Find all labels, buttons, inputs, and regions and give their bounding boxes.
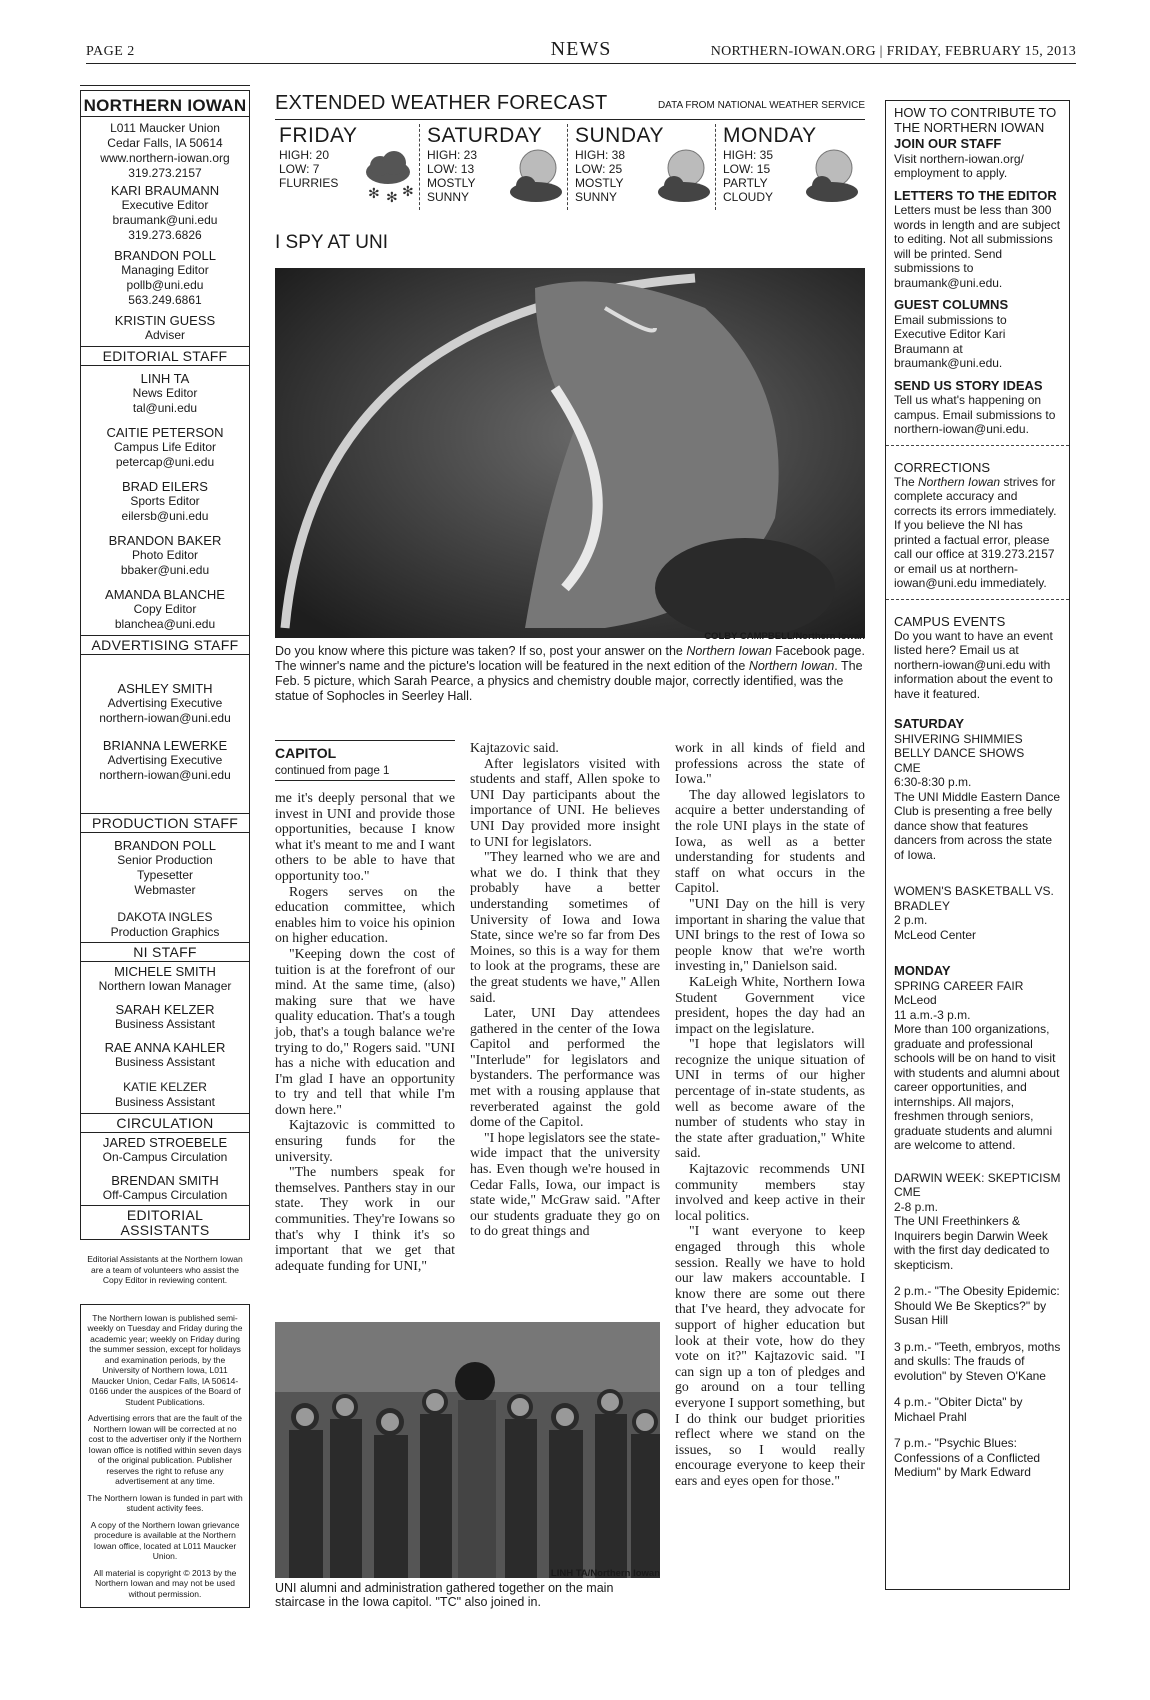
staff-name: RAE ANNA KAHLER [104,1040,226,1055]
campus-events-heading: CAMPUS EVENTS [894,613,1006,629]
saturday-heading: SATURDAY [894,716,965,731]
staff-role: Webmaster [134,883,196,897]
sun-cloud-icon [654,146,714,206]
staff-role: Executive Editor [121,198,209,212]
fine-print-paragraph: Advertising errors that are the fault of the Northern Iowan will be corrected at no cost to the advertiser only if the Northern Iowan office is notified within seven days of the original publication. Publisher reserves the right to refuse any advertisement at any time. [87,1413,243,1486]
story-paragraph: After legislators visited with students and staff, Allen spoke to UNI Day participants about the importance of UNI. He believes UNI Day provided more insight to UNI for legislators. [470,755,660,849]
group-photo-caption: UNI alumni and administration gathered together on the main staircase in the Iowa capitol. "TC" also joined in. [275,1581,614,1609]
staff-email[interactable]: northern-iowan@uni.edu [99,711,231,725]
staff-name: SARAH KELZER [115,1002,215,1017]
talk-item: 4 p.m.- "Obiter Dicta" by Michael Prahl [894,1395,1023,1424]
fine-print-paragraph: All material is copyright © 2013 by the Northern Iowan and may not be used without permission. [93,1567,237,1599]
day-low: LOW: 13 [427,162,475,176]
ispy-photo-credit: COLBY CAMPBELL/Northern Iowan [704,631,865,642]
day-low: LOW: 25 [575,162,623,176]
fine-print-paragraph: The Northern Iowan is published semi-weekly on Tuesday and Friday during the academic year; weekly on Friday during the summer session, except for holidays and examination periods, by the University of Northern Iowa, L011 Maucker Union, Cedar Falls, IA 50614-0166 under the auspices of the Board of Student Publications. [87,1312,243,1407]
masthead [80,85,250,1599]
staff-name: KATIE KELZER [123,1080,207,1094]
page-number: PAGE 2 [86,44,135,59]
staff-email[interactable]: pollb@uni.edu [126,278,204,292]
staff-name: LINH TA [140,371,190,386]
forecast-saturday [427,124,572,212]
staff-phone: 319.273.6826 [128,228,202,242]
day-condition: MOSTLY [575,176,624,190]
campus-events-text: Do you want to have an event listed here? Email us at northern-iowan@uni.edu with information about the event to have it featured. [894,628,1053,701]
paper-name: NORTHERN IOWAN [80,90,250,117]
caption-paper-name: Northern Iowan [686,644,772,658]
staff-name: ASHLEY SMITH [117,681,213,696]
day-name: SATURDAY [427,124,543,147]
staff-email[interactable]: eilersb@uni.edu [121,509,209,523]
day-high: HIGH: 38 [575,148,626,162]
staff-role: Sports Editor [130,494,200,508]
caption-text: . The Feb. 5 picture, which Sarah Pearce, a physics and chemistry double major, correctly identified, was the statue of Sophocles in Seerley Hall. [275,659,863,703]
story-kicker: CAPITOL [275,745,337,761]
staff-role: Business Assistant [114,1095,216,1109]
staff-role: Typesetter [136,868,194,882]
staff-role: Production Graphics [110,925,220,939]
join-heading: JOIN OUR STAFF [894,136,1002,151]
staff-role: Photo Editor [131,548,199,562]
staff-name: AMANDA BLANCHE [105,587,225,602]
story-column-3 [675,740,865,1489]
staff-entry [81,964,249,994]
event-time: 2 p.m. [894,913,928,927]
svg-text:✻: ✻ [368,185,380,201]
staff-entry [81,313,249,346]
story-ideas-heading: SEND US STORY IDEAS [894,377,1043,393]
event-place: CME [894,760,921,775]
event-title: SHIVERING SHIMMIES BELLY DANCE SHOWS [894,731,1025,760]
staff-entry [81,681,249,726]
staff-entry [81,1135,249,1165]
staff-role: Adviser [144,328,185,342]
staff-email[interactable]: tal@uni.edu [132,401,198,415]
story-paragraph: me it's deeply personal that we invest in UNI and provide those opportunities, because I know what it's meant to me and I want others to be able to have that opportunity too." [275,790,455,883]
story-column-2 [470,740,660,1239]
staff-entry [81,1080,249,1113]
event-item [894,732,1061,863]
event-place: McLeod [894,993,937,1007]
section-name: NEWS [550,38,612,60]
day-name: FRIDAY [279,124,358,147]
corrections-text [894,475,1061,591]
guest-columns-text: Email submissions to Executive Editor Kari Braumann at braumank@uni.edu. [894,312,1007,370]
corrections-heading: CORRECTIONS [894,459,991,475]
story-paragraph: "Keeping down the cost of tuition is at the forefront of our mind. At the same time, (also) making sure that we have quality education. That's a tough job, that's a tough balance we're trying to do," Rogers said. "UNI has a niche with education and I'm glad I have an opportunity to try and tell that while I'm down here." [275,945,455,1117]
staff-name: BRANDON POLL [114,838,216,853]
event-time: 11 a.m.-3 p.m. [894,1007,971,1022]
corrections-paper-name: Northern Iowan [918,474,1001,489]
day-low: LOW: 7 [279,162,320,176]
ispy-caption [275,644,865,704]
guest-columns-heading: GUEST COLUMNS [894,297,1009,312]
staff-role: Business Assistant [114,1055,216,1069]
story-paragraph: Rogers serves on the education committee, which enables him to voice his opinion on higher education. [275,883,455,946]
contribute-heading: HOW TO CONTRIBUTE TO THE NORTHERN IOWAN [894,105,1057,135]
staff-entry [81,425,249,470]
story-paragraph: Kajtazovic is committed to ensuring funds for the university. [275,1117,455,1164]
event-title: DARWIN WEEK: SKEPTICISM [894,1170,1061,1185]
forecast-monday [723,124,868,212]
story-paragraph: Kajtazovic recommends UNI community members stay involved and keep active in their local politics. [675,1161,865,1223]
address-line: Cedar Falls, IA 50614 [107,136,223,150]
story-column-1 [275,790,455,1273]
sun-cloud-icon [506,146,566,206]
staff-entry [81,533,249,578]
letters-text: Letters must be less than 300 words in length and are subject to editing. Not all submissions will be printed. Send submissions to braumank@uni.edu. [894,203,1061,290]
event-time: 2-8 p.m. [894,1199,939,1214]
staff-name: CAITIE PETERSON [106,425,224,440]
editorial-staff-heading: EDITORIAL STAFF [81,346,249,366]
letters-heading: LETTERS TO THE EDITOR [894,187,1057,203]
day-condition: FLURRIES [279,176,339,190]
snow-cloud-icon [358,146,418,206]
talk-item: 2 p.m.- "The Obesity Epidemic: Should We Be Skeptics?" by Susan Hill [894,1284,1060,1327]
staff-entry [81,738,249,813]
fine-print-paragraph: The Northern Iowan is funded in part with student activity fees. [87,1492,243,1513]
corrections-part: strives for complete accuracy and corrects its errors immediately. If you believe the NI has printed a factual error, please call our office at 319.273.2157 or email us at northern-iowan@uni.edu immediately. [894,474,1057,590]
event-description: The UNI Middle Eastern Dance Club is presenting a free belly dance show that features dancers from across the state of Iowa. [894,789,1061,862]
group-photo [275,1322,660,1578]
event-title: SPRING CAREER FAIR [894,978,1024,993]
staff-role: News Editor [132,386,198,400]
event-description: McLeod Center [894,927,977,942]
caption-text: Do you know where this picture was taken? If so, post your answer on the [275,644,687,658]
staff-role: Advertising Executive [107,753,223,767]
caption-text: Facebook page. The winner's name and the picture's location will be featured in the next edition of the [275,644,865,673]
story-paragraph: "UNI Day on the hill is very important in sharing the value that UNI brings to the rest of Iowa so people know that we're worth investing in," Danielson said. [675,895,865,974]
staff-entry [81,1173,249,1205]
event-item [894,1171,1061,1273]
ni-staff-heading: NI STAFF [81,942,249,962]
staff-email[interactable]: braumank@uni.edu [112,213,218,227]
event-description: The UNI Freethinkers & Inquirers begin Darwin Week with the first day dedicated to skepticism. [894,1214,1050,1272]
staff-email[interactable]: bbaker@uni.edu [120,563,210,577]
event-title: WOMEN'S BASKETBALL VS. BRADLEY [894,884,1054,913]
staff-role: Advertising Executive [107,696,223,710]
day-condition: MOSTLY [427,176,476,190]
story-ideas-text: Tell us what's happening on campus. Email submissions to northern-iowan@uni.edu. [894,393,1056,436]
story-paragraph: "They learned who we are and what we do. I think that they probably have a better understanding sometimes of University of Iowa and Iowa State, since we're so far from Des Moines, so this is a way for them to look at the programs, these are the great students we have," Allen said. [470,849,660,1005]
story-paragraph: Later, UNI Day attendees gathered in the center of the Iowa Capitol and performed the "Interlude" for legislators and bystanders. The performance was met with a rousing applause that reverberated against the gold dome of the Capitol. [470,1005,660,1130]
monday-heading: MONDAY [894,963,951,978]
right-rail [885,100,1070,1590]
staff-role: On-Campus Circulation [102,1150,228,1164]
story-header [275,740,455,781]
staff-name: BRENDAN SMITH [111,1173,219,1188]
staff-role: Senior Production [117,853,213,867]
day-high: HIGH: 20 [279,148,330,162]
event-place: CME [894,1185,921,1199]
website-link[interactable]: www.northern-iowan.org [100,151,230,165]
corrections-part: The [894,474,919,489]
svg-text:✻: ✻ [402,183,414,199]
staff-name: BRANDON POLL [114,248,216,263]
staff-name: BRANDON BAKER [108,533,222,548]
svg-text:✻: ✻ [386,189,398,205]
forecast-friday [279,124,424,212]
story-paragraph: The day allowed legislators to acquire a better understanding of the role UNI plays in the state of Iowa, as well as a better understanding for students and staff on what occurs in the Capitol. [675,786,865,896]
address-block [81,117,249,181]
day-condition: SUNNY [575,190,618,204]
day-name: SUNDAY [575,124,664,147]
story-paragraph: "The numbers speak for themselves. Panthers stay in our state. They work in our communities. They're Iowans so that's why I think it's so important that we get that adequate funding for UNI," [275,1164,455,1273]
assistants-note: Editorial Assistants at the Northern Iowan are a team of volunteers who assist the Copy Editor in reviewing content. [87,1254,243,1285]
staff-entry [81,371,249,416]
caption-paper-name: Northern Iowan [748,659,835,673]
staff-name: KRISTIN GUESS [114,313,216,328]
fine-print-paragraph: A copy of the Northern Iowan grievance procedure is available at the Northern Iowan office, located at L011 Maucker Union. [90,1519,240,1561]
story-paragraph: "I hope that legislators will recognize the unique situation of UNI in terms of our higher percentage of in-state students, as well as become aware of the number of students who stay in the state after graduation," White said. [675,1036,865,1161]
story-paragraph: KaLeigh White, Northern Iowa Student Government vice president, hopes the day had an impact on the legislature. [675,973,865,1036]
phone-number: 319.273.2157 [128,166,202,180]
talk-item: 3 p.m.- "Teeth, embryos, moths and skulls: The frauds of evolution" by Steven O'Kane [894,1339,1061,1383]
weather-forecast [275,92,865,217]
join-text: Visit northern-iowan.org/ employment to apply. [894,151,1024,180]
publication-fine-print [80,1304,250,1609]
event-item [894,884,1061,942]
continued-from-link[interactable]: continued from page 1 [275,761,455,781]
ispy-photo [275,268,865,638]
staff-entry [81,910,249,942]
staff-entry [81,248,249,308]
staff-entry [81,479,249,524]
day-low: LOW: 15 [723,162,771,176]
staff-name: BRIANNA LEWERKE [102,738,228,753]
sun-cloud-icon [802,146,862,206]
forecast-sunday [575,124,720,212]
staff-name: JARED STROEBELE [102,1135,228,1150]
staff-email[interactable]: northern-iowan@uni.edu [99,768,231,782]
site-and-date: NORTHERN-IOWAN.ORG | FRIDAY, FEBRUARY 15, 2013 [710,44,1076,59]
day-condition: SUNNY [427,190,470,204]
staff-entry [81,838,249,898]
advertising-staff-heading: ADVERTISING STAFF [81,635,249,655]
day-high: HIGH: 23 [427,148,478,162]
staff-phone: 563.249.6861 [128,293,202,307]
group-photo-credit: LINH TA/Northern Iowan [550,1568,660,1579]
staff-name: KARI BRAUMANN [110,183,220,198]
staff-name: MICHELE SMITH [114,964,216,979]
event-item [894,979,1061,1153]
day-condition: PARTLY [723,176,768,190]
address-line: L011 Maucker Union [110,121,220,135]
story-paragraph: work in all kinds of field and professions across the state of Iowa." [675,740,865,787]
editorial-assistants-heading: EDITORIAL ASSISTANTS [81,1205,249,1240]
story-paragraph: Kajtazovic said. [470,740,559,755]
staff-role: Managing Editor [121,263,209,277]
story-paragraph: "I want everyone to keep engaged through this whole session. Really we have to hold our law makers accountable. I know there are some out there that I've heard, they advocate for support of higher education but look at their vote, how do they vote on it?" Kajtazovic said. "I can sign up a ton of pledges and go around on a tour telling everyone I support something, but I do think our budget priorities reflect where we stand on the issues, so I would really encourage everyone to keep their ears and eyes open for those." [675,1223,865,1488]
staff-role: Campus Life Editor [113,440,217,454]
event-description: More than 100 organizations, graduate and professional schools will be on hand to visit with students and alumni about career opportunities, and internships. All majors, freshmen through seniors, graduate students and alumni are welcome to attend. [894,1022,1060,1152]
ispy-title: I SPY AT UNI [275,232,388,253]
day-condition: CLOUDY [723,190,774,204]
production-staff-heading: PRODUCTION STAFF [81,813,249,833]
weather-source: DATA FROM NATIONAL WEATHER SERVICE [657,100,865,111]
staff-email[interactable]: petercap@uni.edu [115,455,215,469]
weather-title: EXTENDED WEATHER FORECAST [275,92,608,114]
story-paragraph: "I hope legislators see the state-wide impact that the university has. Even though we're housed in Cedar Falls, Iowa, our impact is state wide," McGraw said. "After our students graduate they go on to do great things and [470,1129,660,1239]
staff-name: BRAD EILERS [122,479,208,494]
staff-role: Copy Editor [133,602,197,616]
staff-name: DAKOTA INGLES [117,910,213,924]
staff-entry [81,587,249,635]
staff-entry [81,183,249,243]
staff-role: Off-Campus Circulation [102,1188,228,1202]
running-head [86,40,1076,64]
staff-role: Northern Iowan Manager [98,979,232,993]
staff-entry [81,1002,249,1032]
circulation-heading: CIRCULATION [81,1113,249,1133]
staff-role: Business Assistant [114,1017,216,1031]
talk-item: 7 p.m.- "Psychic Blues: Confessions of a Conflicted Medium" by Mark Edward [894,1436,1041,1479]
day-name: MONDAY [723,124,817,147]
event-time: 6:30-8:30 p.m. [894,775,972,789]
day-high: HIGH: 35 [723,148,774,162]
staff-entry [81,1040,249,1070]
staff-email[interactable]: blanchea@uni.edu [114,617,216,631]
